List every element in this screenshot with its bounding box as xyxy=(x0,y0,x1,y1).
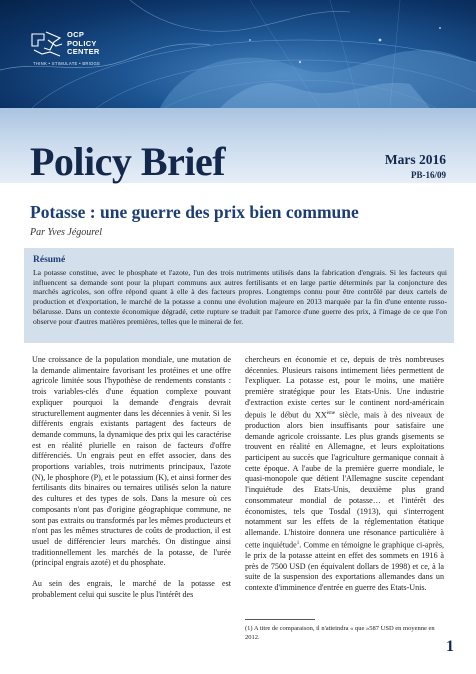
right-column xyxy=(245,355,444,604)
footnote: (1) A titre de comparaison, il n'atteindra « que »587 USD en moyenne en 2012. xyxy=(245,625,435,641)
body-text: . Comme en témoigne le graphique ci-après, le prix de la potasse atteint en effet des sommets en 1916 à près de 7500 USD (en équivalent dollars de 1998) et ce, à la suite de la suspension des exportations allemandes dans un contexte d'imminence d'entrée en guerre des Etats-Unis. xyxy=(245,540,444,593)
logo-line-2: POLICY xyxy=(67,38,97,48)
body-paragraph: Au sein des engrais, le marché de la potasse est probablement celui qui suscite le plus l'intérêt des xyxy=(32,579,231,599)
body-paragraph xyxy=(245,355,444,594)
logo-tagline: THINK • STIMULATE • BRIDGE xyxy=(33,61,101,66)
logo-line-1: OCP xyxy=(67,30,85,39)
body-paragraph: Une croissance de la population mondiale, une mutation de la demande alimentaire favorisant les protéines et une offre agricole limitée sous l'hypothèse de rendements constants : trois variables-clés d'une équation complexe pouvant expliquer pourquoi la demande d'engrais devrait structurellement augmenter dans les décennies à venir. Si les différents engrais existants partagent des facteurs de demande communs, la dynamique des prix qui les caractérise est en réalité plurielle en raison de facteurs d'offre différenciés. Un engrais peut en effet associer, dans des proportions variables, trois nutriments principaux, l'azote (N), le phosphore (P), et le potassium (K), et ainsi former des fertilisants dits binaires ou ternaires utilisés selon la nature des cultures et des types de sols. Dans la mesure où ces composants n'ont pas d'origine géographique commune, ne sont pas extraits ou transformés par les mêmes producteurs et n'ont pas les mêmes structures de coûts de production, il est usuel de différencier leurs marchés. On distingue ainsi traditionnellement les marchés de la potasse, de l'urée (principal engrais azoté) et du phosphate. xyxy=(32,355,231,568)
ocp-logo[interactable] xyxy=(30,30,110,70)
century-superscript: ème xyxy=(326,410,336,416)
footnote-marker[interactable]: 1 xyxy=(296,540,300,546)
abstract-box xyxy=(24,248,454,343)
body-text: siècle, mais à des niveaux de production alors bien insuffisants pour satisfaire une demande agricole croissante. Les plus grands gisements se trouvent en réalité en Allemagne, et leurs exploitations participent au succès que l'agriculture germanique connait à cette époque. A l'aube de la première guerre mondiale, le quasi-monopole que détient l'Allemagne suscite cependant l'inquiétude des Etats-Unis, deuxième plus grand consommateur mondial de potasse… et l'intérêt des économistes, tels que Tosdal (1913), qui s'interrogent notamment sur les effets de la réglementation étatique allemande. L'histoire donnera une résonance particulière à cette inquiétude xyxy=(245,410,444,550)
ocp-logo-icon xyxy=(30,30,64,58)
article-headline: Potasse : une guerre des prix bien commune xyxy=(30,202,359,222)
publication-title: Policy Brief xyxy=(30,139,226,184)
publication-reference: PB-16/09 xyxy=(411,170,446,180)
logo-line-3: CENTER xyxy=(67,47,100,56)
logo-wordmark xyxy=(67,31,100,57)
footnote-divider xyxy=(245,619,315,620)
header-banner xyxy=(0,0,476,108)
body-text: chercheurs en économie et ce, depuis de très nombreuses décennies. Plusieurs raisons intimement liées permettent de l'expliquer. La potasse est, pour le moins, une matière première stratégique pour les Etats-Unis. Une industrie d'extraction existe certes sur le continent nord-américain depuis le début du XX xyxy=(245,355,444,420)
abstract-title: Résumé xyxy=(33,255,66,265)
article-author: Par Yves Jégourel xyxy=(30,227,103,238)
abstract-text: La potasse constitue, avec le phosphate et l'azote, l'un des trois nutriments utilisés dans la fabrication d'engrais. Si les facteurs qui influencent sa demande sont pour la plupart communs aux autres fertilisants et en large partie déterminés par la conjoncture des marchés agricoles, son offre répond quant à elle à des facteurs propres. Longtemps connu pour être contrôlé par deux cartels de production et d'exportation, le marché de la potasse a connu une évolution majeure en 2013 marquée par la fin d'une entente russo-bélarusse. Dans un contexte économique dégradé, cette rupture se traduit par l'amorce d'une guerre des prix, à l'image de ce que l'on observe pour d'autres matières premières, telles que le minerai de fer. xyxy=(33,268,447,326)
left-column xyxy=(32,355,231,610)
title-bar xyxy=(0,108,476,183)
page-number: 1 xyxy=(446,638,454,655)
publication-date: Mars 2016 xyxy=(384,152,446,167)
